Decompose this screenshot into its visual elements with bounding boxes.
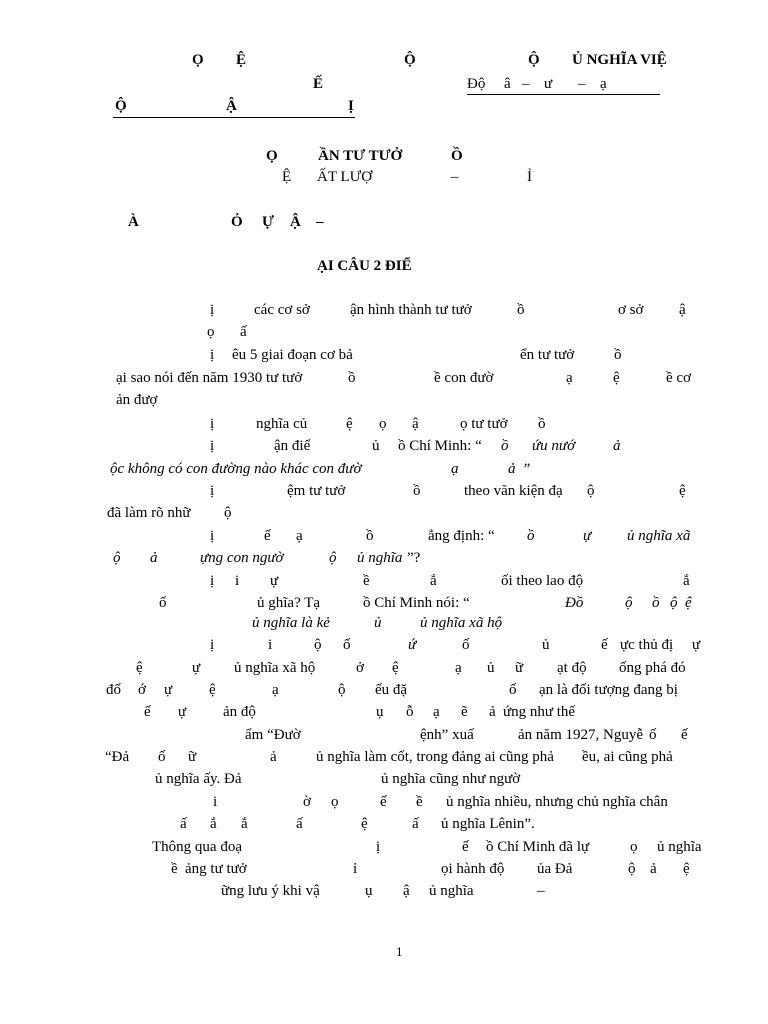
q-fragment: ồ <box>614 347 622 363</box>
question-9-line-5 <box>0 814 768 836</box>
q-fragment: ạ <box>433 704 440 720</box>
q-fragment: ủ <box>374 615 382 631</box>
question-8-line-1 <box>0 635 768 657</box>
q-fragment: ế <box>462 839 469 855</box>
q-fragment: ộ <box>587 483 595 499</box>
q-fragment: ” <box>522 461 531 477</box>
question-7-line-1 <box>0 571 768 593</box>
q-fragment: ủa Đả <box>537 861 573 877</box>
question-10-line-2 <box>0 859 768 881</box>
header-fragment: ạ <box>600 76 607 92</box>
q-fragment: ống phá đó <box>619 660 686 676</box>
q-fragment: ụ <box>365 883 373 899</box>
q-fragment: ạ <box>272 682 279 698</box>
question-2-line-3 <box>0 390 768 412</box>
author-fragment: – <box>316 214 324 230</box>
header-fragment: Ị <box>348 98 354 114</box>
header-underline-right <box>467 94 660 95</box>
header-fragment: Ộ <box>528 52 540 68</box>
q-fragment: ự <box>270 573 279 589</box>
q-fragment: ố <box>343 637 351 653</box>
q-fragment: ố <box>509 682 517 698</box>
q-fragment: ụ <box>376 704 384 720</box>
q-fragment: ủ nghĩa xã hộ <box>420 615 503 631</box>
q-fragment: ững lưu ý khi vậ <box>221 883 320 899</box>
q-fragment: ị <box>210 438 215 454</box>
q-fragment: ậ <box>403 883 410 899</box>
subject-fragment: – <box>451 169 459 185</box>
question-9-line-1 <box>0 725 768 747</box>
q-fragment: ủ nghĩa cũng như ngườ <box>381 771 521 787</box>
question-4-line-2 <box>0 459 768 481</box>
q-fragment: ố <box>159 595 167 611</box>
q-fragment: ển tư tưở <box>520 347 575 363</box>
header-fragment: Ậ <box>226 98 237 114</box>
q-fragment: ắ <box>683 573 690 589</box>
q-fragment: ản độ <box>223 704 256 720</box>
q-fragment: theo văn kiện đạ <box>464 483 563 499</box>
author-fragment: Ỏ <box>231 214 243 230</box>
q-fragment: ận điể <box>274 438 311 454</box>
question-3-line-1 <box>0 414 768 436</box>
q-fragment: ố <box>462 637 470 653</box>
q-fragment: ắ <box>210 816 217 832</box>
question-9-line-3 <box>0 769 768 791</box>
question-8-line-2 <box>0 658 768 680</box>
q-fragment: ệ <box>346 416 353 432</box>
q-fragment: ạ <box>455 660 462 676</box>
header-line-1 <box>0 50 768 72</box>
q-fragment: ộ <box>113 550 121 566</box>
q-fragment: ạ <box>451 461 459 477</box>
q-fragment: ị <box>210 416 215 432</box>
q-fragment: ạ <box>566 370 573 386</box>
q-fragment: ệ <box>613 370 620 386</box>
q-fragment: ề <box>171 861 178 877</box>
q-fragment: ồ Chí Minh đã lự <box>486 839 590 855</box>
q-fragment: ữ <box>188 749 197 765</box>
q-fragment: ấ <box>240 324 247 340</box>
subject-fragment: Ỉ <box>527 169 532 185</box>
q-fragment: ẩm “Đườ <box>245 727 301 743</box>
q-fragment: i <box>268 637 273 653</box>
q-fragment: ọ <box>379 416 387 432</box>
question-4-line-1 <box>0 436 768 458</box>
q-fragment: ề <box>363 573 370 589</box>
q-fragment: ựng con ngườ <box>200 550 284 566</box>
q-fragment: ản năm 1927, Nguyễ <box>518 727 643 743</box>
question-6-line-1 <box>0 526 768 548</box>
q-fragment: “Đả <box>105 749 130 765</box>
q-fragment: ọ <box>630 839 638 855</box>
q-fragment: Đồ <box>565 595 584 611</box>
q-fragment: ự <box>164 682 173 698</box>
q-fragment: ị <box>210 302 215 318</box>
q-fragment: ấ <box>412 816 419 832</box>
question-7-line-2 <box>0 593 768 615</box>
q-fragment: ủ nghĩa xã <box>627 528 691 544</box>
q-fragment: các cơ sở <box>254 302 310 318</box>
q-fragment: ạ <box>296 528 303 544</box>
q-fragment: ủ ghĩa? Tạ <box>257 595 321 611</box>
q-fragment: ồ <box>348 370 356 386</box>
q-fragment: ồ Chí Minh: “ <box>398 438 482 454</box>
header-fragment: Ộ <box>404 52 416 68</box>
question-2-line-1 <box>0 345 768 367</box>
q-fragment: ản đượ <box>116 392 158 408</box>
author-fragment: À <box>128 214 139 230</box>
header-fragment: â <box>504 76 511 92</box>
header-fragment: Ệ <box>236 52 247 68</box>
q-fragment: ị <box>376 839 381 855</box>
q-fragment: ự <box>583 528 592 544</box>
q-fragment: ộ <box>625 595 633 611</box>
q-fragment: ộ <box>329 550 337 566</box>
q-fragment: ủ nghĩa là kẻ <box>252 615 330 631</box>
q-fragment: ủ <box>542 637 550 653</box>
header-fragment: Ủ NGHĨA VIỆ <box>572 52 667 68</box>
q-fragment: ọ <box>331 794 339 810</box>
header-fragment: Ộ <box>115 98 127 114</box>
q-fragment: ự <box>192 660 201 676</box>
q-fragment: ế <box>380 794 387 810</box>
q-fragment: ủ nghĩa <box>357 550 403 566</box>
q-fragment: ờ <box>303 794 311 810</box>
q-fragment: ả <box>270 749 277 765</box>
q-fragment: ơ sở <box>618 302 644 318</box>
subject-fragment: Ọ <box>266 148 278 164</box>
subject-fragment: ẤT LƯỢ <box>317 169 373 185</box>
q-fragment: ả <box>489 704 496 720</box>
question-8-line-3 <box>0 680 768 702</box>
q-fragment: ồ Chí Minh nói: “ <box>363 595 470 611</box>
q-fragment: ữ <box>515 660 524 676</box>
q-fragment: ả <box>508 461 516 477</box>
q-fragment: êu 5 giai đoạn cơ bả <box>232 347 353 363</box>
q-fragment: ồ <box>501 438 509 454</box>
q-fragment: ự <box>178 704 187 720</box>
q-fragment: ộc không có con đường nào khác con đườ <box>110 461 362 477</box>
question-2-line-2 <box>0 368 768 390</box>
q-fragment: ế <box>264 528 271 544</box>
q-fragment: ứ <box>408 637 417 653</box>
q-fragment: ề <box>416 794 423 810</box>
q-fragment: ệnh” xuấ <box>420 727 474 743</box>
q-fragment: ủ nghĩa làm cốt, trong đảng ai cũng phả <box>316 749 554 765</box>
q-fragment: ệm tư tưở <box>287 483 346 499</box>
subject-fragment: Ồ <box>451 148 463 164</box>
q-fragment: ắ <box>430 573 437 589</box>
q-fragment: ủ <box>487 660 495 676</box>
q-fragment: ủ nghĩa <box>657 839 702 855</box>
header-fragment: Ọ <box>192 52 204 68</box>
q-fragment: – <box>537 883 545 899</box>
header-fragment: – <box>522 76 530 92</box>
q-fragment: ả <box>613 438 621 454</box>
q-fragment: ộ <box>338 682 346 698</box>
q-fragment: ậ <box>679 302 686 318</box>
section-title-line <box>0 256 768 278</box>
q-fragment: ực thủ đị <box>620 637 674 653</box>
q-fragment: ậ <box>412 416 419 432</box>
q-fragment: ắ <box>241 816 248 832</box>
q-fragment: ủ nghĩa ấy. Đả <box>155 771 242 787</box>
header-fragment: ư <box>544 76 553 92</box>
q-fragment: Thông qua đoạ <box>152 839 242 855</box>
q-fragment: ủ nghĩa <box>429 883 474 899</box>
q-fragment: ở <box>356 660 364 676</box>
q-fragment: ếu đặ <box>375 682 408 698</box>
subject-fragment: ẦN TƯ TƯỞ <box>318 148 403 164</box>
header-underline-left <box>113 117 355 118</box>
subject-line-2 <box>0 167 768 189</box>
question-9-line-2 <box>0 747 768 769</box>
q-fragment: ố <box>649 727 657 743</box>
q-fragment: ọ tư tưở <box>460 416 508 432</box>
q-fragment: ỉ <box>353 861 358 877</box>
question-10-line-3 <box>0 881 768 903</box>
q-fragment: ồ <box>517 302 525 318</box>
q-fragment: ế <box>681 727 688 743</box>
q-fragment: ệ <box>392 660 399 676</box>
q-fragment: ộ <box>314 637 322 653</box>
q-fragment: ệ <box>683 861 690 877</box>
q-fragment: ủ nghĩa xã hộ <box>234 660 316 676</box>
q-fragment: đố <box>106 682 121 698</box>
q-fragment: ố <box>158 749 166 765</box>
header-line-3 <box>0 96 768 118</box>
q-fragment: ớ <box>138 682 146 698</box>
question-5-line-2 <box>0 503 768 525</box>
q-fragment: nghĩa củ <box>256 416 308 432</box>
q-fragment: ộ <box>628 861 636 877</box>
q-fragment: ồ <box>652 595 660 611</box>
header-line-2 <box>0 74 768 96</box>
q-fragment: ại sao nói đến năm 1930 tư tưở <box>116 370 303 386</box>
question-9-line-4 <box>0 792 768 814</box>
q-fragment: ế <box>144 704 151 720</box>
q-fragment: ệ <box>685 595 692 611</box>
q-fragment: ồ <box>538 416 546 432</box>
q-fragment: ộ <box>224 505 232 521</box>
q-fragment: i <box>213 794 218 810</box>
q-fragment: ị <box>210 573 215 589</box>
q-fragment: ẳng định: “ <box>428 528 495 544</box>
q-fragment: ả <box>150 550 158 566</box>
question-8-line-4 <box>0 702 768 724</box>
q-fragment: ẽ <box>461 704 468 720</box>
q-fragment: ị <box>210 347 215 363</box>
q-fragment: ồ <box>366 528 374 544</box>
q-fragment: ỗ <box>406 704 414 720</box>
author-line <box>0 212 768 234</box>
q-fragment: ọ <box>207 324 215 340</box>
q-fragment: ế <box>601 637 608 653</box>
header-fragment: – <box>578 76 586 92</box>
q-fragment: i <box>235 573 240 589</box>
q-fragment: ị <box>210 483 215 499</box>
q-fragment: ệ <box>136 660 143 676</box>
question-6-line-2 <box>0 548 768 570</box>
question-1-line-2 <box>0 322 768 344</box>
q-fragment: ự <box>692 637 701 653</box>
question-5-line-1 <box>0 481 768 503</box>
page-number: 1 <box>396 944 403 959</box>
q-fragment: ủ <box>372 438 380 454</box>
q-fragment: ấ <box>180 816 187 832</box>
q-fragment: ề cơ <box>666 370 691 386</box>
q-fragment: ệ <box>209 682 216 698</box>
author-fragment: Ậ <box>290 214 301 230</box>
q-fragment: ả <box>650 861 657 877</box>
q-fragment: ọi hành độ <box>441 861 505 877</box>
subject-fragment: Ệ <box>282 169 292 185</box>
question-1-line-1 <box>0 300 768 322</box>
q-fragment: ồ <box>413 483 421 499</box>
q-fragment: ệ <box>679 483 686 499</box>
q-fragment: ủ nghĩa Lênin”. <box>441 816 535 832</box>
header-fragment: Độ <box>467 76 486 92</box>
q-fragment: ận hình thành tư tưở <box>350 302 472 318</box>
q-fragment: ạn là đối tượng đang bị <box>539 682 678 698</box>
q-fragment: ứng như thế <box>503 704 576 720</box>
q-fragment: ồ <box>527 528 535 544</box>
q-fragment: ứu nướ <box>532 438 576 454</box>
q-fragment: ạt độ <box>557 660 587 676</box>
q-fragment: ”? <box>407 550 421 566</box>
section-title: ẠI CÂU 2 ĐIỂ <box>317 258 412 274</box>
q-fragment: ảng tư tưở <box>185 861 247 877</box>
q-fragment: ủ nghĩa nhiều, nhưng chủ nghĩa chân <box>446 794 668 810</box>
q-fragment: ề con đườ <box>434 370 494 386</box>
q-fragment: ộ <box>670 595 678 611</box>
q-fragment: ối theo lao độ <box>501 573 584 589</box>
q-fragment: đã làm rõ nhữ <box>107 505 191 521</box>
author-fragment: Ự <box>262 214 274 230</box>
q-fragment: ị <box>210 528 215 544</box>
q-fragment: ều, ai cũng phả <box>582 749 673 765</box>
q-fragment: ệ <box>361 816 368 832</box>
header-fragment: Ế <box>313 76 324 92</box>
question-10-line-1 <box>0 837 768 859</box>
q-fragment: ị <box>210 637 215 653</box>
subject-line-1 <box>0 146 768 168</box>
question-7-line-3 <box>0 613 768 635</box>
q-fragment: ấ <box>296 816 303 832</box>
